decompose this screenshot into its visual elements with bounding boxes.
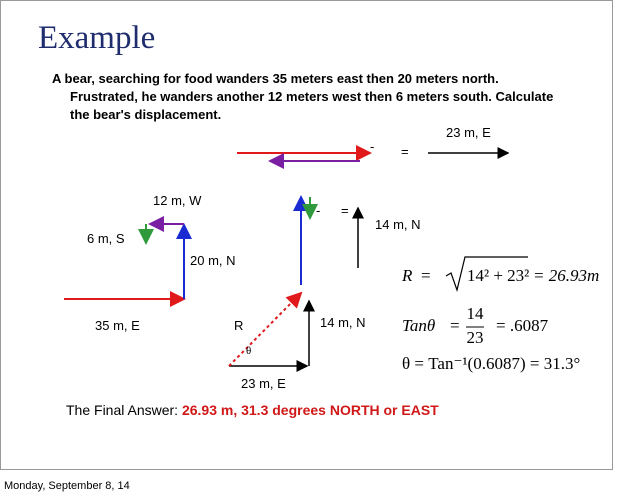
final-answer-value: 26.93 m, 31.3 degrees NORTH or EAST: [181, 402, 439, 418]
label-west-12: 12 m, W: [153, 193, 202, 208]
eq-theta: θ = Tan⁻¹(0.6087) = 31.3°: [402, 354, 581, 373]
label-east-35: 35 m, E: [95, 318, 140, 333]
problem-line-2: Frustrated, he wanders another 12 meters west then 6 meters south. Calculate: [70, 89, 554, 104]
label-resultant: R: [234, 318, 244, 333]
mid-equals: =: [341, 203, 349, 218]
eq-tan-equals: =: [450, 316, 460, 335]
label-triangle-east: 23 m, E: [241, 376, 286, 391]
eq-r-radicand: 14² + 23²: [467, 266, 530, 285]
eq-tan-numerator: 14: [466, 304, 484, 323]
label-theta: θ: [246, 345, 252, 357]
eq-r-result: = 26.93m: [533, 266, 600, 285]
top-minus: -: [370, 139, 375, 154]
eq-tan-denominator: 23: [466, 328, 484, 347]
problem-line-1: A bear, searching for food wanders 35 meters east then 20 meters north.: [52, 71, 499, 86]
problem-line-3: the bear's displacement.: [70, 107, 222, 122]
label-triangle-north: 14 m, N: [320, 315, 366, 330]
final-answer-prefix: The Final Answer:: [66, 402, 179, 418]
mid-minus: -: [316, 203, 321, 218]
top-equals: =: [401, 144, 409, 159]
slide-title: Example: [38, 20, 156, 56]
eq-r-equals: =: [421, 266, 431, 285]
label-north-20: 20 m, N: [190, 253, 236, 268]
eq-tan-lhs: Tanθ: [402, 316, 436, 335]
label-result-north: 14 m, N: [375, 217, 421, 232]
label-south-6: 6 m, S: [87, 231, 125, 246]
label-result-east: 23 m, E: [446, 125, 491, 140]
footer-date: Monday, September 8, 14: [4, 480, 130, 492]
final-answer: [66, 402, 439, 418]
eq-tan-result: = .6087: [496, 316, 549, 335]
eq-r-lhs: R: [402, 266, 413, 285]
